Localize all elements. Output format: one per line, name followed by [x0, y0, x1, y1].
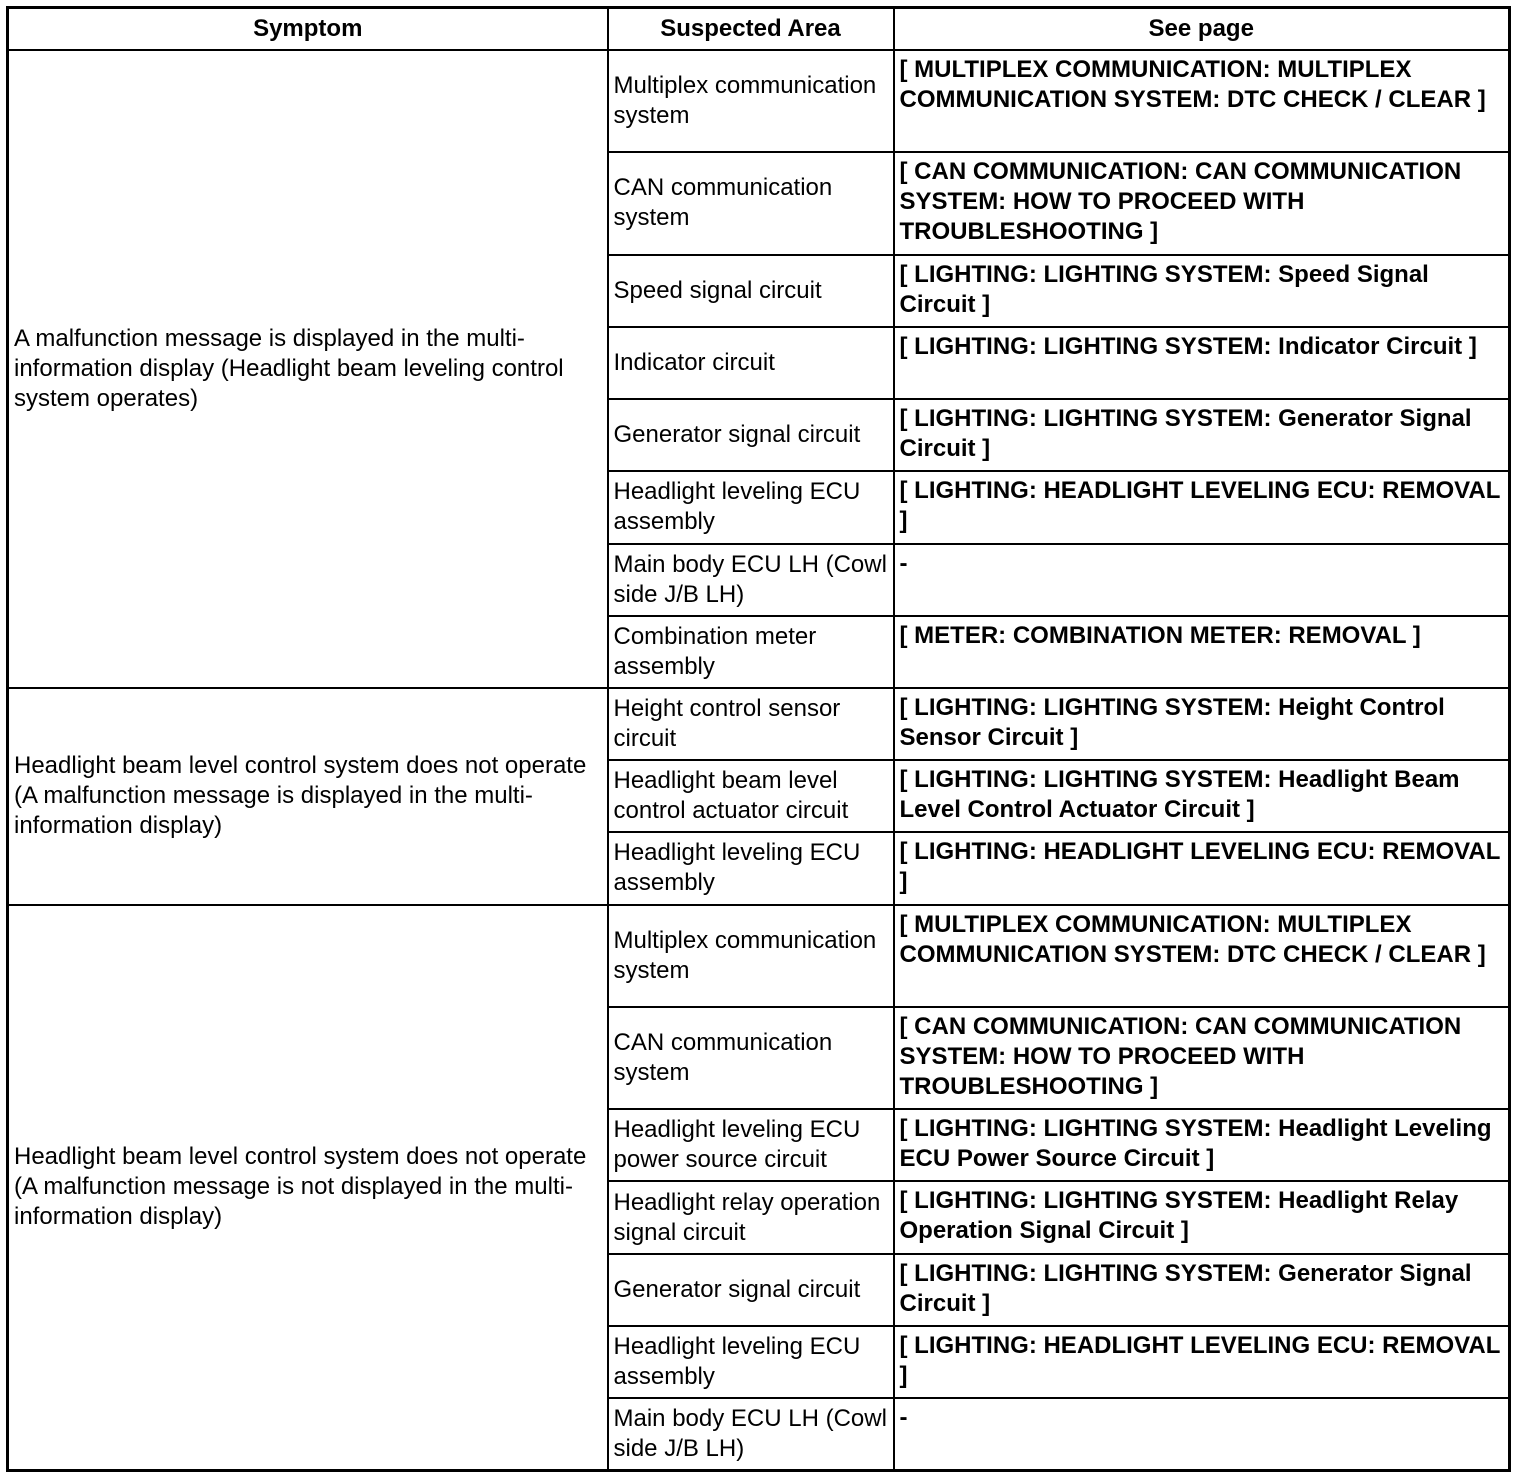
- area-cell: Main body ECU LH (Cowl side J/B LH): [608, 544, 894, 616]
- see-page-link[interactable]: [ LIGHTING: LIGHTING SYSTEM: Speed Signal Circuit ]: [894, 255, 1510, 327]
- see-page-link[interactable]: [ LIGHTING: LIGHTING SYSTEM: Height Control Sensor Circuit ]: [894, 688, 1510, 760]
- see-page-link[interactable]: [ LIGHTING: LIGHTING SYSTEM: Headlight Relay Operation Signal Circuit ]: [894, 1181, 1510, 1253]
- see-page-link[interactable]: [ LIGHTING: LIGHTING SYSTEM: Headlight Beam Level Control Actuator Circuit ]: [894, 760, 1510, 832]
- area-cell: Height control sensor circuit: [608, 688, 894, 760]
- see-page-link[interactable]: [ LIGHTING: LIGHTING SYSTEM: Indicator Circuit ]: [894, 327, 1510, 399]
- area-cell: Headlight leveling ECU assembly: [608, 1326, 894, 1398]
- area-cell: CAN communication system: [608, 1007, 894, 1109]
- see-page-link[interactable]: [ MULTIPLEX COMMUNICATION: MULTIPLEX COMMUNICATION SYSTEM: DTC CHECK / CLEAR ]: [894, 50, 1510, 152]
- table-row: [8, 688, 1510, 760]
- area-cell: Indicator circuit: [608, 327, 894, 399]
- symptom-cell: Headlight beam level control system does not operate (A malfunction message is displayed in the multi-information display): [8, 688, 608, 905]
- see-page-link[interactable]: [ LIGHTING: LIGHTING SYSTEM: Generator Signal Circuit ]: [894, 1254, 1510, 1326]
- area-cell: Multiplex communication system: [608, 50, 894, 152]
- area-cell: Generator signal circuit: [608, 399, 894, 471]
- area-cell: Multiplex communication system: [608, 905, 894, 1007]
- area-cell: Main body ECU LH (Cowl side J/B LH): [608, 1398, 894, 1470]
- area-cell: Headlight relay operation signal circuit: [608, 1181, 894, 1253]
- see-page-link[interactable]: [ LIGHTING: HEADLIGHT LEVELING ECU: REMOVAL ]: [894, 1326, 1510, 1398]
- see-page-link[interactable]: [ LIGHTING: HEADLIGHT LEVELING ECU: REMOVAL ]: [894, 471, 1510, 543]
- table-row: [8, 50, 1510, 152]
- area-cell: Headlight leveling ECU assembly: [608, 832, 894, 904]
- area-cell: Combination meter assembly: [608, 616, 894, 688]
- see-page-link[interactable]: [ MULTIPLEX COMMUNICATION: MULTIPLEX COMMUNICATION SYSTEM: DTC CHECK / CLEAR ]: [894, 905, 1510, 1007]
- symptom-cell: A malfunction message is displayed in the multi-information display (Headlight beam leveling control system operates): [8, 50, 608, 688]
- area-cell: Headlight beam level control actuator circuit: [608, 760, 894, 832]
- see-page-link[interactable]: [ LIGHTING: LIGHTING SYSTEM: Headlight Leveling ECU Power Source Circuit ]: [894, 1109, 1510, 1181]
- symptom-cell: Headlight beam level control system does not operate (A malfunction message is not displayed in the multi-information display): [8, 905, 608, 1471]
- see-page-link[interactable]: [ CAN COMMUNICATION: CAN COMMUNICATION SYSTEM: HOW TO PROCEED WITH TROUBLESHOOTING ]: [894, 152, 1510, 254]
- see-page-link[interactable]: [ LIGHTING: HEADLIGHT LEVELING ECU: REMOVAL ]: [894, 832, 1510, 904]
- table-row: [8, 905, 1510, 1007]
- area-cell: Speed signal circuit: [608, 255, 894, 327]
- area-cell: Headlight leveling ECU assembly: [608, 471, 894, 543]
- see-page-text: -: [894, 1398, 1510, 1470]
- see-page-link[interactable]: [ METER: COMBINATION METER: REMOVAL ]: [894, 616, 1510, 688]
- troubleshooting-table: [6, 6, 1511, 1472]
- area-cell: Headlight leveling ECU power source circuit: [608, 1109, 894, 1181]
- see-page-link[interactable]: [ LIGHTING: LIGHTING SYSTEM: Generator Signal Circuit ]: [894, 399, 1510, 471]
- area-cell: Generator signal circuit: [608, 1254, 894, 1326]
- area-cell: CAN communication system: [608, 152, 894, 254]
- header-row: [8, 8, 1510, 51]
- see-page-link[interactable]: [ CAN COMMUNICATION: CAN COMMUNICATION SYSTEM: HOW TO PROCEED WITH TROUBLESHOOTING ]: [894, 1007, 1510, 1109]
- header-suspected-area: Suspected Area: [608, 8, 894, 51]
- header-see-page: See page: [894, 8, 1510, 51]
- see-page-text: -: [894, 544, 1510, 616]
- header-symptom: Symptom: [8, 8, 608, 51]
